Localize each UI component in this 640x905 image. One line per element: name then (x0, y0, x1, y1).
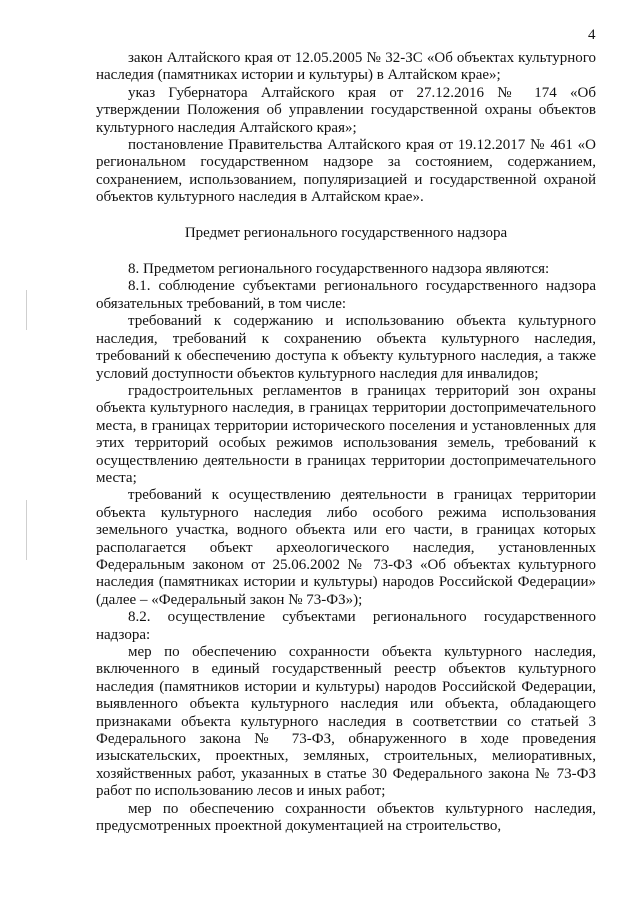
margin-mark (26, 290, 27, 330)
paragraph: 8.1. соблюдение субъектами регионального государственного надзора обязательных требований, в том числе: (96, 278, 596, 312)
legal-acts-list (96, 50, 596, 207)
paragraph: мер по обеспечению сохранности объекта культурного наследия, включенного в единый государственный реестр объектов культурного наследия (памятников истории и культуры) народов Российской Федерации, выявленного объекта культурного наследия или объекта, обладающего признаками объекта культурного наследия в соответствии со статьей 3 Федерального закона № 73-ФЗ, обнаруженного в ходе проведения изыскательских, проектных, земляных, строительных, мелиоративных, хозяйственных работ, указанных в статье 30 Федерального закона № 73-ФЗ работ по использованию лесов и иных работ; (96, 644, 596, 800)
paragraph: градостроительных регламентов в границах территорий зон охраны объекта культурного наследия, в границах территории достопримечательного места, в границах территории исторического поселения и установленных для этих территорий особых режимов использования земель, требований к осуществлению деятельности в границах территории достопримечательного места; (96, 382, 596, 486)
paragraph: 8. Предметом регионального государственного надзора являются: (128, 261, 550, 278)
paragraph: мер по обеспечению сохранности объектов культурного наследия, предусмотренных проектной документацией на строительство, (96, 800, 596, 835)
page-number: 4 (588, 27, 596, 43)
paragraph: требований к осуществлению деятельности в границах территории объекта культурного наследия либо особого режима использования земельного участка, водного объекта или его части, в границах которых располагается объект археологического наследия, установленных Федеральным законом от 25.06.2002 № 73-ФЗ «Об объектах культурного наследия (памятниках истории и культуры) народов Российской Федерации» (далее – «Федеральный закон № 73-ФЗ»); (96, 487, 596, 608)
paragraph: требований к содержанию и использованию объекта культурного наследия, требований к сохранению объекта культурного наследия, требований к обеспечению доступа к объекту культурного наследия, а также условий доступности объектов культурного наследия для инвалидов; (96, 313, 596, 382)
section-heading: Предмет регионального государственного надзора (184, 224, 508, 241)
paragraph: указ Губернатора Алтайского края от 27.12.2016 № 174 «Об утверждении Положения об управлении государственной охраны объектов культурного наследия Алтайского края»; (96, 84, 596, 136)
margin-mark (26, 500, 27, 560)
supervision-subject-body (96, 261, 596, 835)
paragraph: 8.2. осуществление субъектами регионального государственного надзора: (96, 609, 596, 643)
paragraph: постановление Правительства Алтайского края от 19.12.2017 № 461 «О региональном государственном надзоре за состоянием, содержанием, сохранением, использованием, популяризацией и государственной охраной объектов культурного наследия в Алтайском крае». (96, 137, 596, 206)
paragraph: закон Алтайского края от 12.05.2005 № 32-ЗС «Об объектах культурного наследия (памятниках истории и культуры) в Алтайском крае»; (96, 50, 596, 84)
